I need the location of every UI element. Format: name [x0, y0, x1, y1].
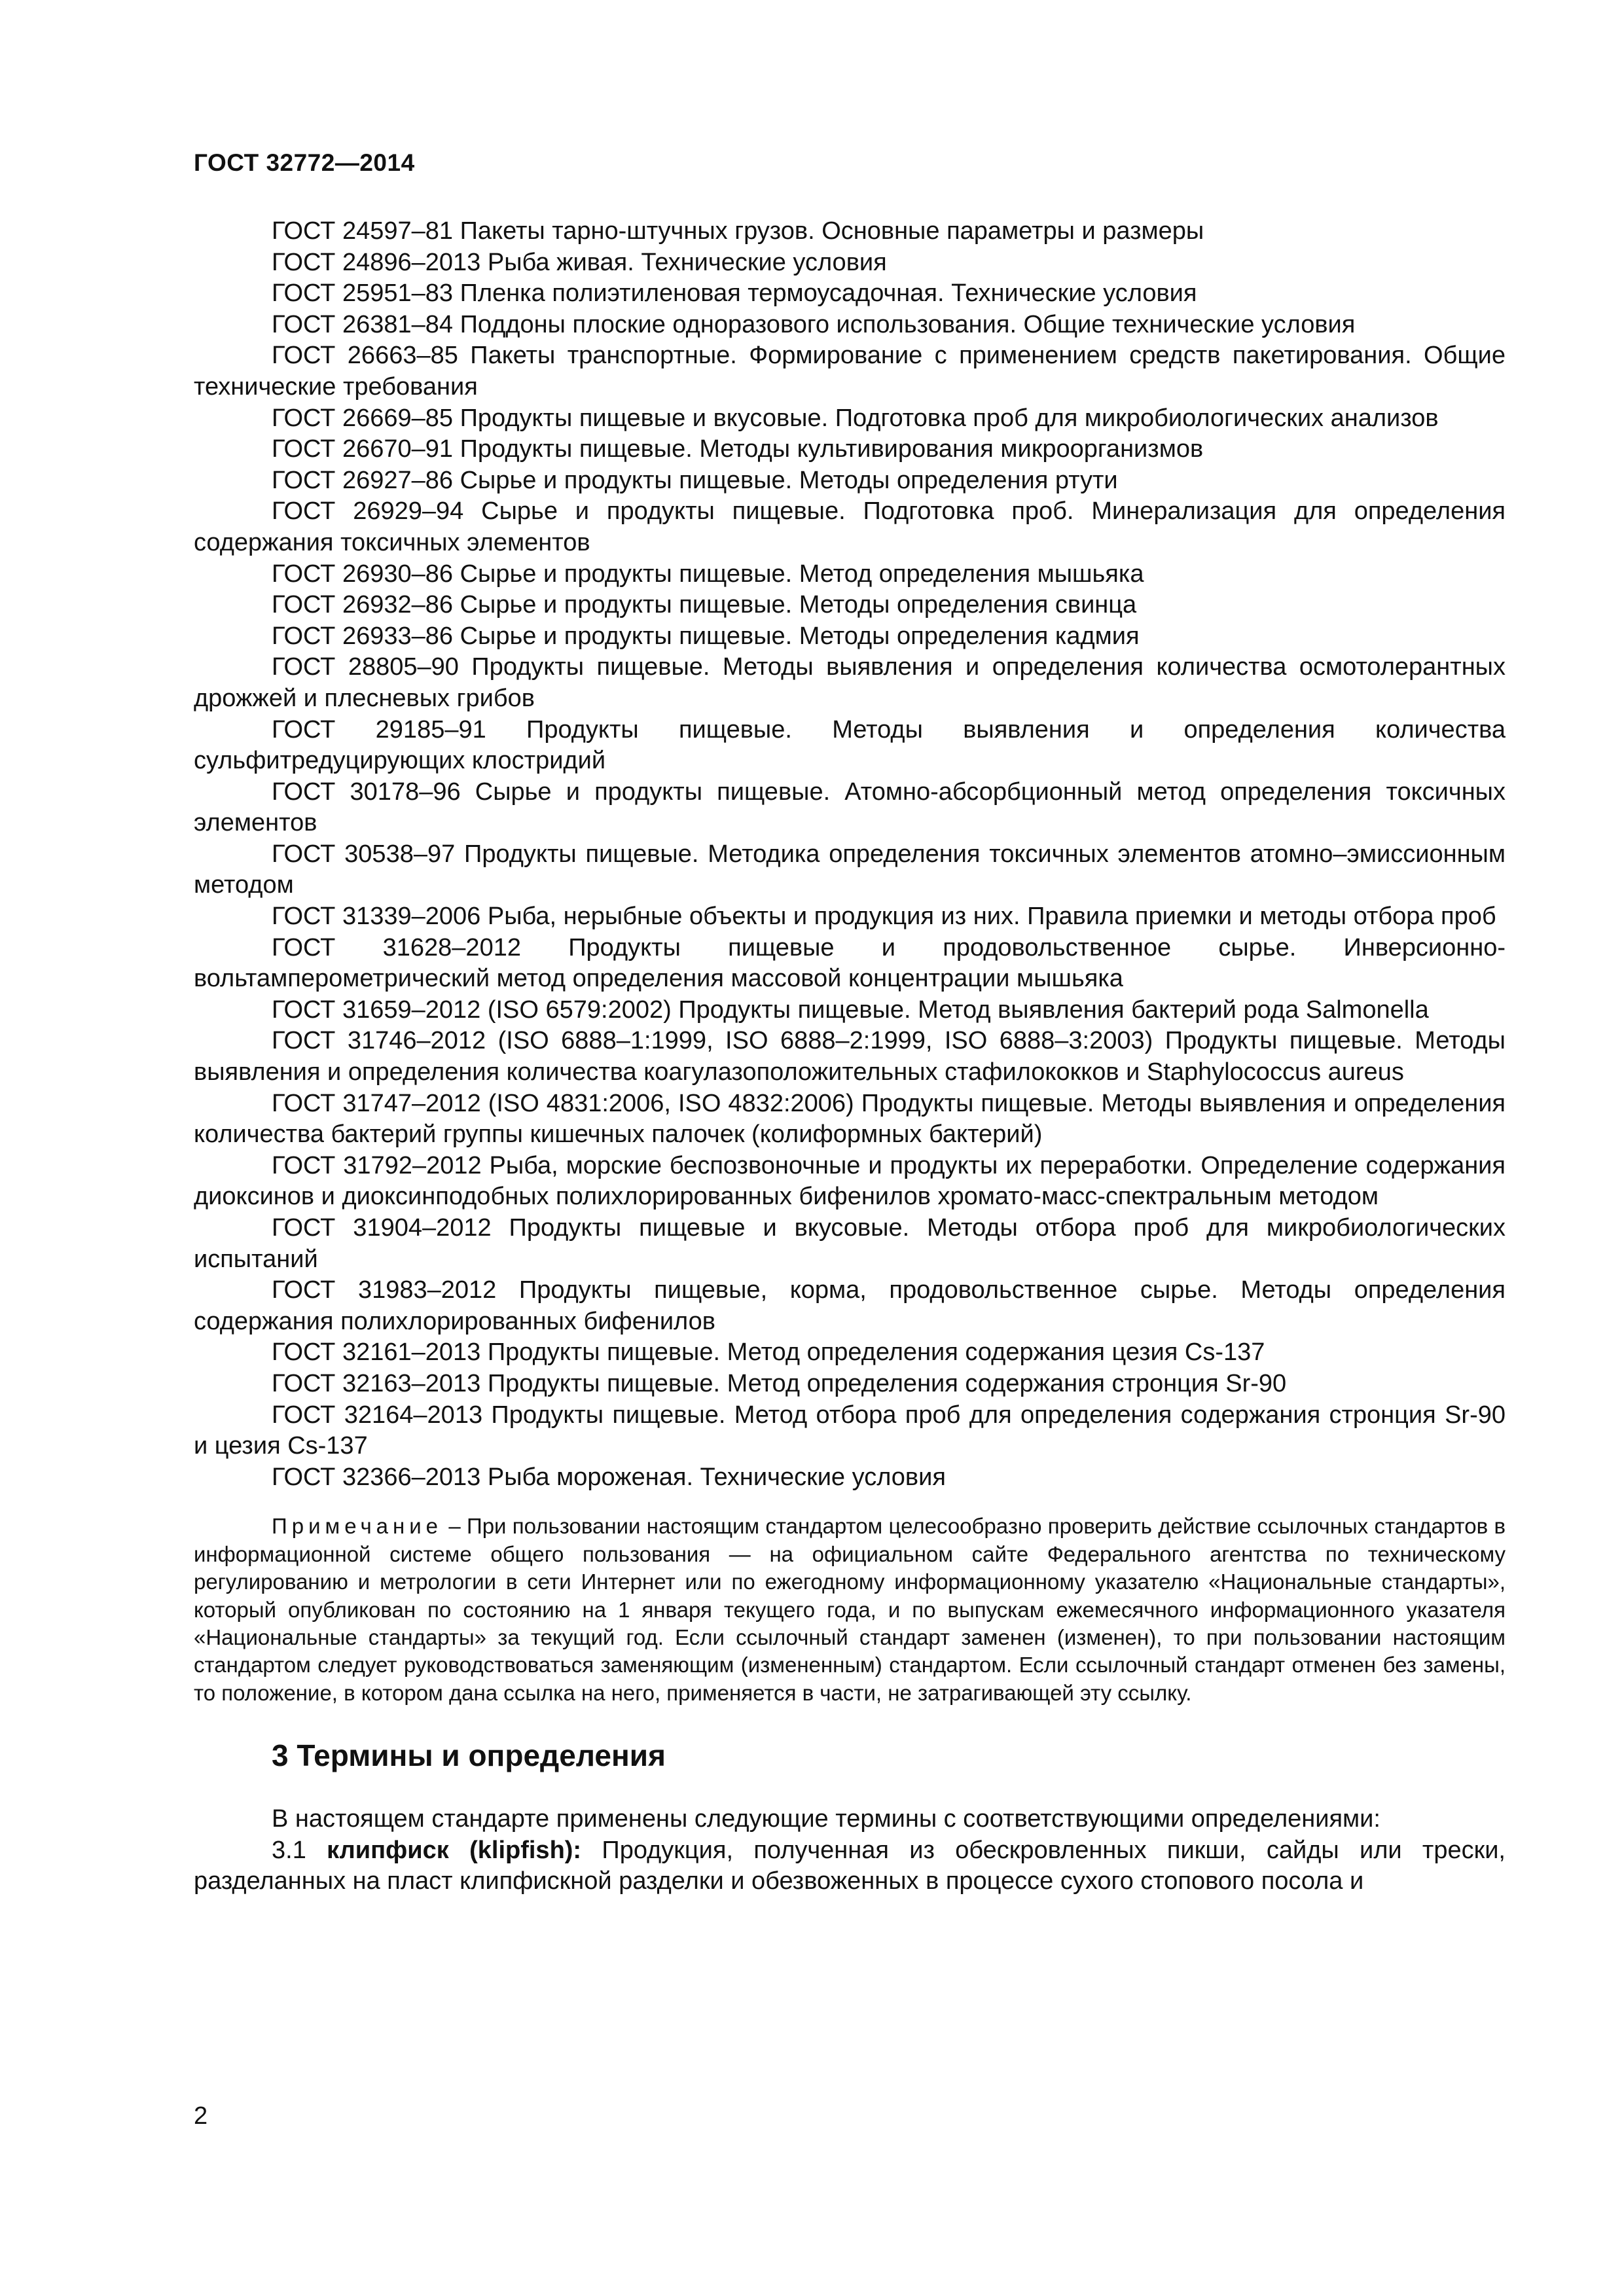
reference-item: ГОСТ 31339–2006 Рыба, нерыбные объекты и продукция из них. Правила приемки и методы отбора проб	[272, 903, 1496, 931]
reference-item: ГОСТ 30538–97 Продукты пищевые. Методика определения токсичных элементов атомно–эмиссионным методом	[194, 840, 1506, 899]
term-3-1-name: клипфиск (klipfish):	[327, 1836, 582, 1864]
reference-item: ГОСТ 31904–2012 Продукты пищевые и вкусовые. Методы отбора проб для микробиологических испытаний	[194, 1214, 1506, 1273]
reference-item: ГОСТ 24597–81 Пакеты тарно-штучных грузов. Основные параметры и размеры	[272, 217, 1204, 245]
reference-item: ГОСТ 31659–2012 (ISO 6579:2002) Продукты пищевые. Метод выявления бактерий рода Salmonella	[272, 996, 1429, 1024]
reference-item: ГОСТ 32366–2013 Рыба мороженая. Технические условия	[272, 1463, 946, 1491]
reference-item: ГОСТ 31746–2012 (ISO 6888–1:1999, ISO 6888–2:1999, ISO 6888–3:2003) Продукты пищевые. Методы выявления и определения количества коагулазоположительных стафилококков и Staphylococcus aureus	[194, 1027, 1506, 1086]
reference-item: ГОСТ 31792–2012 Рыба, морские беспозвоночные и продукты их переработки. Определение содержания диоксинов и диоксинподобных полихлорированных бифенилов хромато-масс-спектральным методом	[194, 1151, 1506, 1211]
reference-item: ГОСТ 30178–96 Сырье и продукты пищевые. Атомно-абсорбционный метод определения токсичных элементов	[194, 778, 1506, 837]
reference-item: ГОСТ 28805–90 Продукты пищевые. Методы выявления и определения количества осмотолерантных дрожжей и плесневых грибов	[194, 653, 1506, 712]
section-3-title: 3 Термины и определения	[272, 1738, 666, 1773]
reference-item: ГОСТ 25951–83 Пленка полиэтиленовая термоусадочная. Технические условия	[272, 279, 1197, 308]
section-3-intro: В настоящем стандарте применены следующие термины с соответствующими определениями:	[272, 1805, 1380, 1833]
reference-item: ГОСТ 26669–85 Продукты пищевые и вкусовые. Подготовка проб для микробиологических анализов	[272, 404, 1439, 432]
reference-item: ГОСТ 26670–91 Продукты пищевые. Методы культивирования микроорганизмов	[272, 435, 1204, 463]
note-paragraph	[194, 1513, 1506, 1707]
normative-references-list	[194, 216, 1506, 1493]
term-3-1-number: 3.1	[272, 1836, 306, 1864]
reference-item: ГОСТ 26663–85 Пакеты транспортные. Формирование с применением средств пакетирования. Общие технические требования	[194, 342, 1506, 401]
note-text: – При пользовании настоящим стандартом целесообразно проверить действие ссылочных стандартов в информационной системе общего пользования — на официальном сайте Федерального агентства по техническому регулированию и метрологии в сети Интернет или по ежегодному информационному указателю «Национальные стандарты», который опубликован по состоянию на 1 января текущего года, и по выпускам ежемесячного информационного указателя «Национальные стандарты» за текущий год. Если ссылочный стандарт заменен (изменен), то при пользовании настоящим стандартом следует руководствоваться заменяющим (измененным) стандартом. Если ссылочный стандарт отменен без замены, то положение, в котором дана ссылка на него, применяется в части, не затрагивающей эту ссылку.	[194, 1514, 1506, 1705]
document-body	[194, 216, 1506, 1897]
reference-item: ГОСТ 24896–2013 Рыба живая. Технические условия	[272, 248, 887, 276]
reference-item: ГОСТ 26933–86 Сырье и продукты пищевые. Методы определения кадмия	[272, 622, 1140, 650]
reference-item: ГОСТ 32164–2013 Продукты пищевые. Метод отбора проб для определения содержания стронция Sr-90 и цезия Cs-137	[194, 1401, 1506, 1460]
page-number: 2	[194, 2102, 208, 2130]
term-3-1-definition: Продукция, полученная из обескровленных пикши, сайды или трески, разделанных на пласт клипфискной разделки и обезвоженных в процессе сухого стопового посола и	[194, 1836, 1506, 1895]
reference-item: ГОСТ 31628–2012 Продукты пищевые и продовольственное сырье. Инверсионно-вольтамперометрический метод определения массовой концентрации мышьяка	[194, 933, 1506, 993]
document-header: ГОСТ 32772—2014	[194, 149, 415, 176]
reference-item: ГОСТ 31983–2012 Продукты пищевые, корма, продовольственное сырье. Методы определения содержания полихлорированных бифенилов	[194, 1276, 1506, 1335]
reference-item: ГОСТ 26930–86 Сырье и продукты пищевые. Метод определения мышьяка	[272, 560, 1144, 588]
reference-item: ГОСТ 26381–84 Поддоны плоские одноразового использования. Общие технические условия	[272, 310, 1356, 338]
reference-item: ГОСТ 29185–91 Продукты пищевые. Методы выявления и определения количества сульфитредуцирующих клостридий	[194, 715, 1506, 775]
term-3-1	[194, 1835, 1506, 1897]
reference-item: ГОСТ 26932–86 Сырье и продукты пищевые. Методы определения свинца	[272, 591, 1137, 619]
reference-item: ГОСТ 26927–86 Сырье и продукты пищевые. Методы определения ртути	[272, 466, 1118, 494]
note-label: Примечание	[272, 1514, 443, 1539]
reference-item: ГОСТ 31747–2012 (ISO 4831:2006, ISO 4832:2006) Продукты пищевые. Методы выявления и определения количества бактерий группы кишечных палочек (колиформных бактерий)	[194, 1089, 1506, 1149]
reference-item: ГОСТ 26929–94 Сырье и продукты пищевые. Подготовка проб. Минерализация для определения содержания токсичных элементов	[194, 497, 1506, 556]
reference-item: ГОСТ 32163–2013 Продукты пищевые. Метод определения содержания стронция Sr-90	[272, 1369, 1287, 1397]
reference-item: ГОСТ 32161–2013 Продукты пищевые. Метод определения содержания цезия Cs-137	[272, 1338, 1265, 1367]
